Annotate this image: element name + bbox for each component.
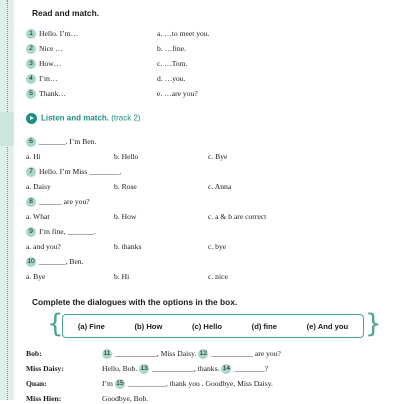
- dialogue-line-quan: [102, 379, 273, 389]
- match-left-text: Hello. I’m…: [39, 29, 79, 38]
- dialogue-text: ___________, Miss Daisy.: [115, 349, 197, 358]
- match-item-2: [26, 44, 63, 54]
- question-8: [26, 197, 90, 207]
- option-c: (c) Hello: [192, 321, 222, 331]
- match-left-text: I’m…: [39, 74, 58, 83]
- question-9: [26, 227, 96, 237]
- number-badge: 5: [26, 89, 36, 99]
- number-badge: 2: [26, 44, 36, 54]
- option-10a: a. Bye: [26, 272, 46, 281]
- number-badge: 14: [222, 365, 231, 373]
- track-label: (track 2): [111, 113, 141, 123]
- listen-title-text: Listen and match.: [41, 113, 110, 123]
- question-text: _______, Ben.: [39, 257, 84, 266]
- read-and-match-title: Read and match.: [32, 8, 100, 18]
- match-item-3: [26, 59, 61, 69]
- number-badge: 13: [140, 365, 148, 373]
- number-badge: 1: [26, 29, 36, 39]
- match-left-text: How…: [39, 59, 62, 68]
- option-10c: c. nice: [208, 272, 228, 281]
- page-margin-bar: [0, 0, 14, 400]
- match-item-5: [26, 89, 66, 99]
- options-box: [62, 314, 364, 338]
- speaker-quan: Quan:: [26, 379, 47, 388]
- option-e: (e) And you: [306, 321, 349, 331]
- match-right-b: b. …fine.: [157, 44, 186, 53]
- match-right-a: a. …to meet you.: [157, 29, 210, 38]
- option-b: (b) How: [134, 321, 163, 331]
- dialogue-text: Hello, Bob.: [102, 364, 138, 373]
- margin-tab: [0, 112, 14, 146]
- match-right-d: d. …you.: [157, 74, 186, 83]
- option-8b: b. How: [114, 212, 137, 221]
- number-badge: 8: [26, 197, 36, 207]
- speaker-bob: Bob:: [26, 349, 42, 358]
- number-badge: 7: [26, 167, 36, 177]
- match-right-e: e. …are you?: [157, 89, 198, 98]
- number-badge: 9: [26, 227, 36, 237]
- listen-and-match-title: [26, 113, 141, 124]
- option-9a: a. and you?: [26, 242, 61, 251]
- number-badge: 15: [116, 380, 124, 388]
- option-7b: b. Rose: [114, 182, 137, 191]
- right-brace: }: [365, 309, 382, 339]
- number-badge: 12: [199, 350, 208, 358]
- complete-dialogues-title: Complete the dialogues with the options in the box.: [32, 297, 238, 307]
- number-badge: 10: [27, 258, 35, 266]
- dialogue-line-bob: [102, 349, 281, 359]
- play-audio-icon[interactable]: [26, 113, 37, 124]
- dialogue-text: ___________ are you?: [211, 349, 281, 358]
- dialogue-text: ________?: [234, 364, 269, 373]
- match-item-1: [26, 29, 78, 39]
- speaker-miss-hien: Miss Hien:: [26, 394, 62, 403]
- match-right-c: c. …Tom.: [157, 59, 188, 68]
- dialogue-text: I’m: [102, 379, 113, 388]
- question-10: [26, 257, 84, 267]
- dialogue-line-miss-hien: Goodbye, Bob.: [102, 394, 149, 403]
- question-6: [26, 137, 96, 147]
- option-10b: b. Hi: [114, 272, 130, 281]
- match-left-text: Thank…: [39, 89, 66, 98]
- match-left-text: Nice …: [39, 44, 63, 53]
- option-9c: c. bye: [208, 242, 227, 251]
- question-text: Hello. I’m Miss ________.: [39, 167, 122, 176]
- option-6b: b. Hello: [114, 152, 139, 161]
- dialogue-text: __________, thank you . Goodbye, Miss Daisy.: [127, 379, 273, 388]
- option-8c: c. a & b are correct: [208, 212, 267, 221]
- option-9b: b. thanks: [114, 242, 142, 251]
- left-brace: {: [47, 309, 64, 339]
- option-7c: c. Anna: [208, 182, 232, 191]
- dialogue-text: ___________, thanks.: [152, 364, 220, 373]
- number-badge: 3: [26, 59, 36, 69]
- number-badge: 4: [26, 74, 36, 84]
- option-7a: a. Daisy: [26, 182, 51, 191]
- question-text: I’m fine, _______.: [39, 227, 96, 236]
- question-text: ______ are you?: [39, 197, 90, 206]
- question-text: _______. I’m Ben.: [39, 137, 97, 146]
- match-item-4: [26, 74, 58, 84]
- number-badge: 11: [103, 350, 111, 358]
- option-a: (a) Fine: [77, 321, 105, 331]
- number-badge: 6: [26, 137, 36, 147]
- option-8a: a. What: [26, 212, 50, 221]
- speaker-miss-daisy: Miss Daisy:: [26, 364, 64, 373]
- option-6a: a. Hi: [26, 152, 41, 161]
- option-6c: c. Bye: [208, 152, 228, 161]
- option-d: (d) fine: [251, 321, 277, 331]
- question-7: [26, 167, 121, 177]
- dialogue-line-miss-daisy: [102, 364, 268, 374]
